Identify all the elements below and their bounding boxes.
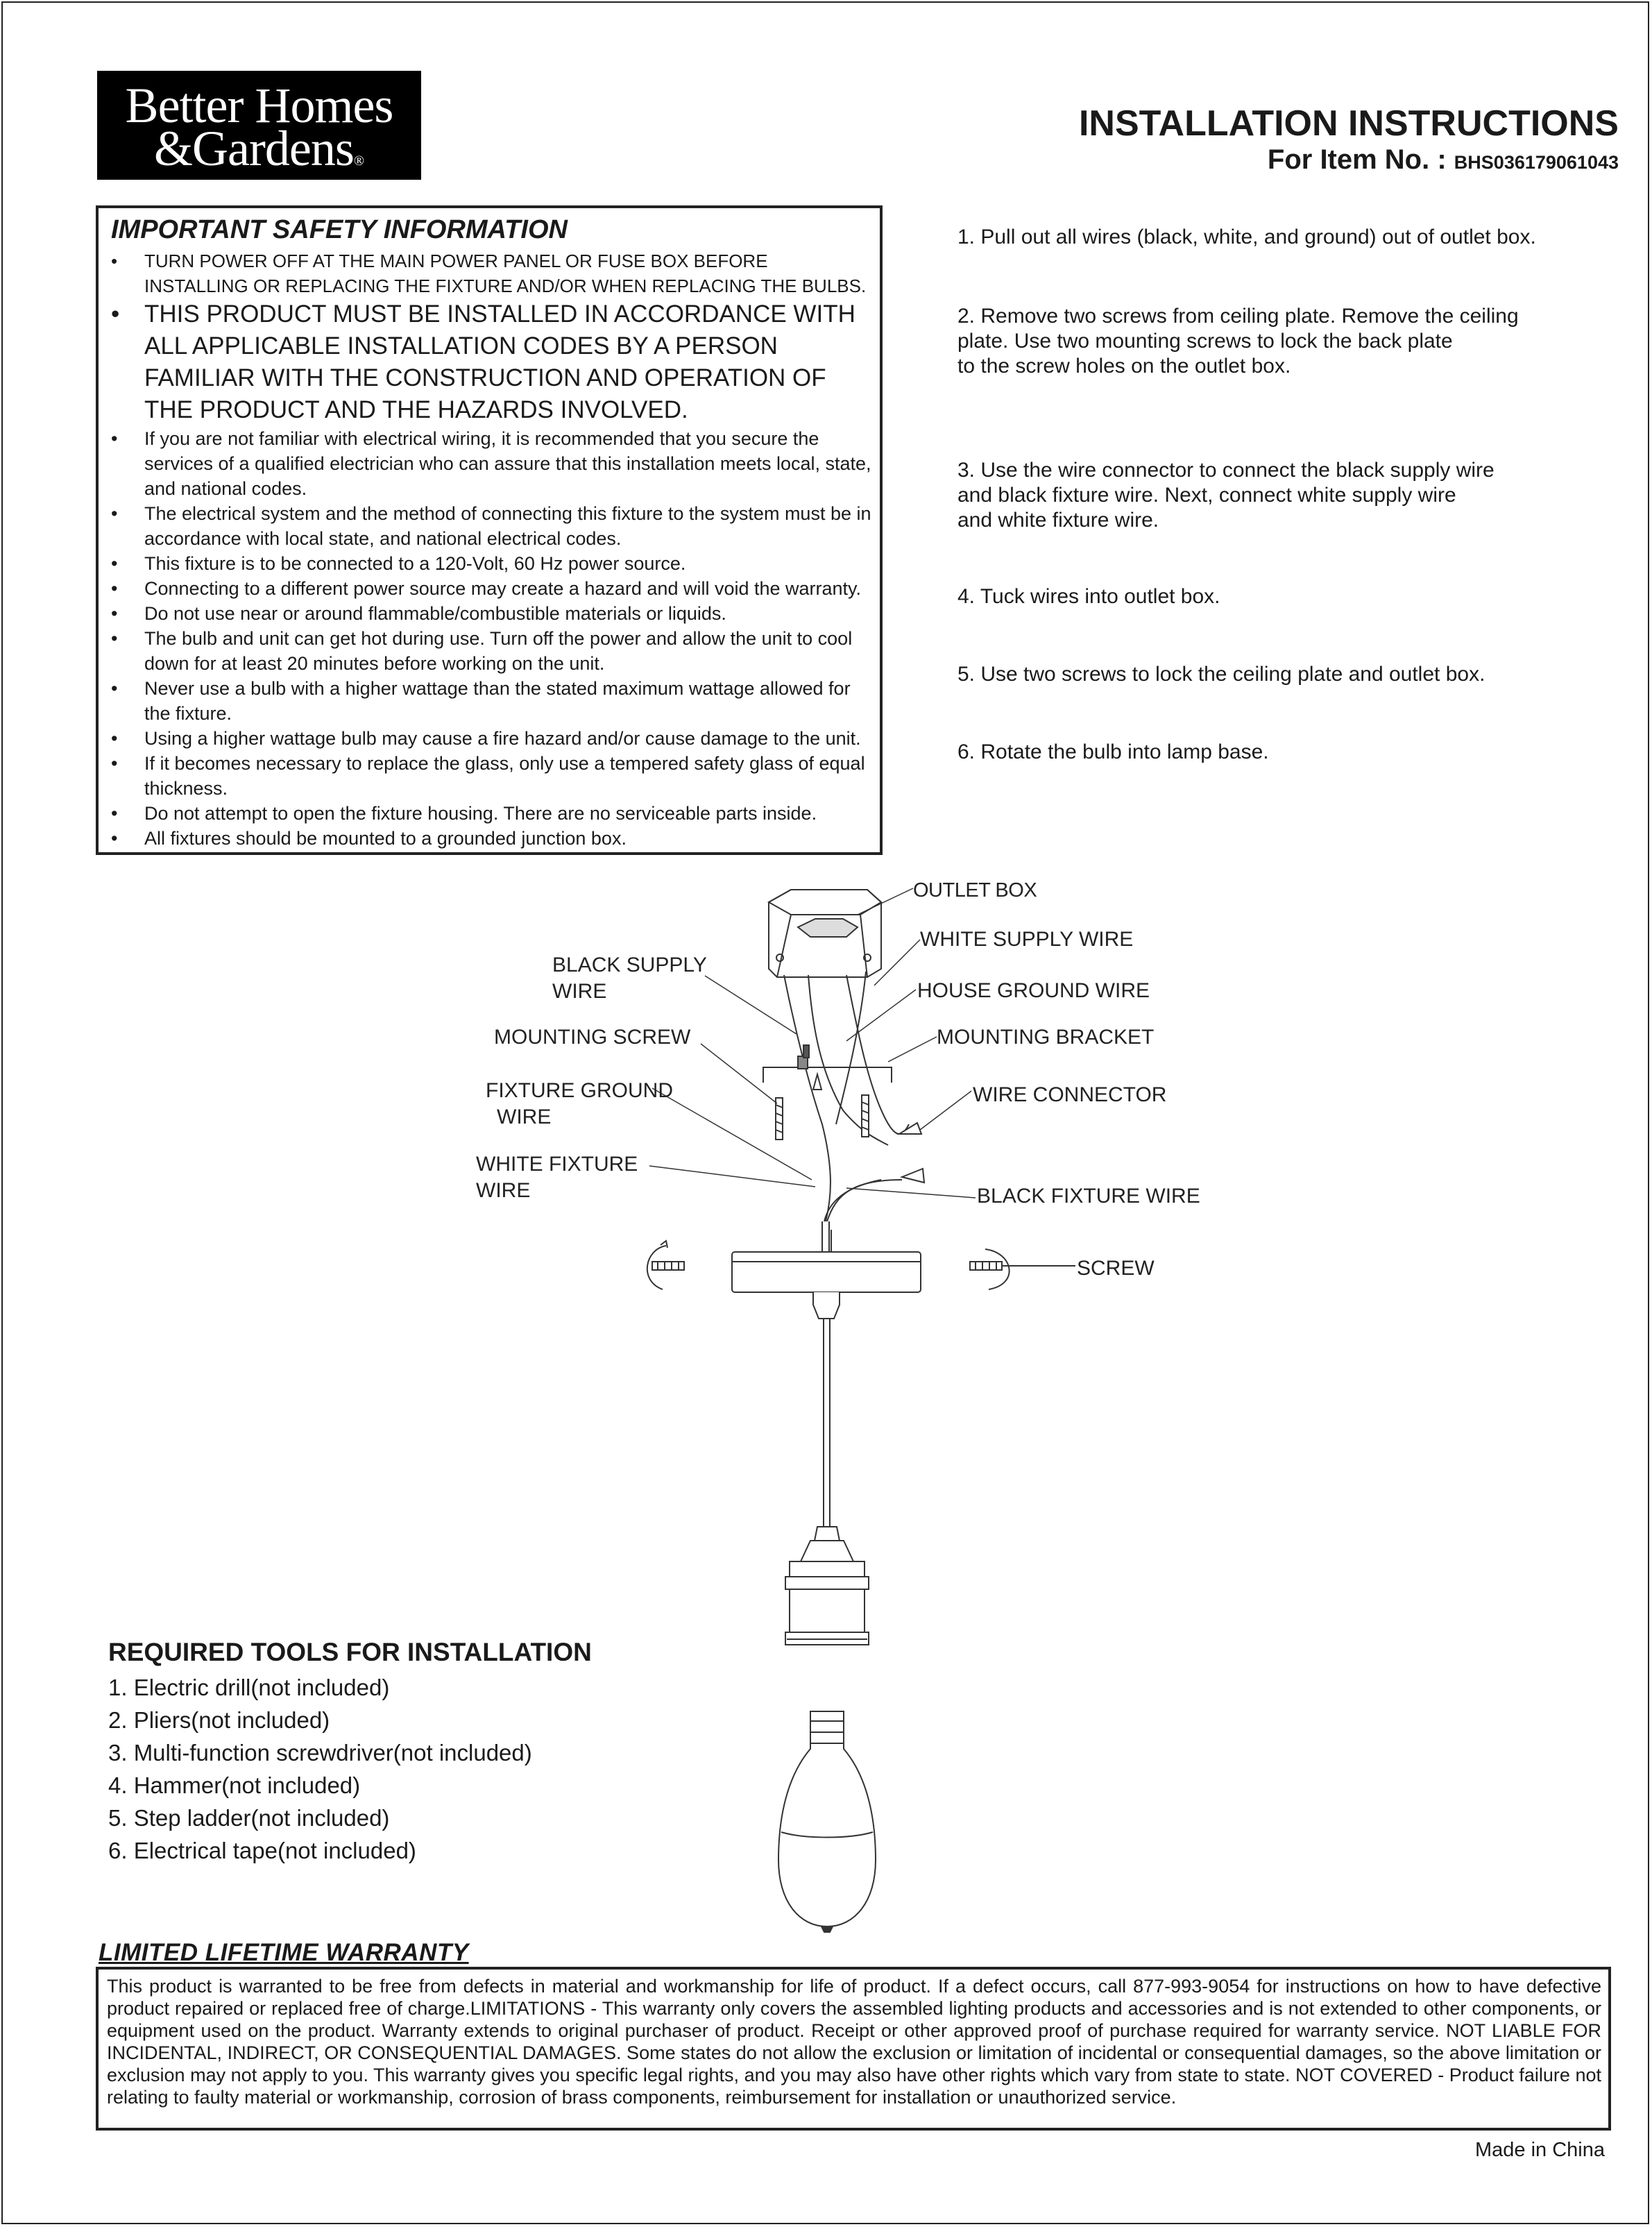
required-tools — [108, 1635, 733, 1867]
label-white-fixture-wire-1: WHITE FIXTURE — [476, 1153, 638, 1176]
bulb-drawing — [778, 1711, 876, 1932]
outlet-box-drawing — [769, 890, 881, 977]
brand-line-2-text: &Gardens — [153, 121, 354, 176]
step-6: 6. Rotate the bulb into lamp base. — [957, 740, 1269, 763]
item-number: BHS036179061043 — [1454, 152, 1619, 173]
made-in-label: Made in China — [1475, 2139, 1605, 2161]
item-number-prefix: For Item No. : — [1267, 144, 1447, 175]
tool-item: 3. Multi-function screwdriver(not included) — [108, 1740, 532, 1765]
step-2: 2. Remove two screws from ceiling plate. Remove the ceiling plate. Use two mounting screws to lock the back plate to the screw holes on the outlet box. — [957, 305, 1519, 378]
wires — [784, 972, 909, 1255]
brand-line-1: Better Homes — [125, 78, 393, 133]
label-wire-connector: WIRE CONNECTOR — [973, 1083, 1167, 1106]
safety-item: • Connecting to a different power source may create a hazard and will void the warranty. — [99, 576, 880, 601]
safety-item: • The bulb and unit can get hot during use. Turn off the power and allow the unit to cool down for at least 20 minutes before working on the unit. — [99, 626, 880, 676]
safety-item: • Do not use near or around flammable/combustible materials or liquids. — [99, 601, 880, 626]
label-mounting-bracket: MOUNTING BRACKET — [937, 1026, 1155, 1049]
tool-item: 2. Pliers(not included) — [108, 1707, 330, 1733]
label-white-supply-wire: WHITE SUPPLY WIRE — [920, 928, 1134, 951]
safety-item: • Do not attempt to open the fixture housing. There are no serviceable parts inside. — [99, 801, 880, 826]
safety-item: • The electrical system and the method of connecting this fixture to the system must be in accordance with local state, and national electrical codes. — [99, 501, 880, 551]
tool-item: 1. Electric drill(not included) — [108, 1675, 390, 1700]
safety-item: • Using a higher wattage bulb may cause a fire hazard and/or cause damage to the unit. — [99, 726, 880, 751]
cord-and-socket-drawing — [785, 1292, 869, 1645]
tool-item: 5. Step ladder(not included) — [108, 1805, 390, 1831]
label-black-supply-wire-2: WIRE — [552, 980, 607, 1003]
safety-item: • All fixtures should be mounted to a grounded junction box. — [99, 826, 880, 851]
registered-mark: ® — [353, 153, 365, 169]
label-fixture-ground-wire-1: FIXTURE GROUND — [486, 1079, 673, 1102]
safety-item: • This fixture is to be connected to a 120-Volt, 60 Hz power source. — [99, 551, 880, 576]
tools-list — [108, 1671, 733, 1867]
safety-item: • TURN POWER OFF AT THE MAIN POWER PANEL OR FUSE BOX BEFORE INSTALLING OR REPLACING THE FIXTURE AND/OR WHEN REPLACING THE BULBS. — [99, 248, 880, 298]
label-fixture-ground-wire-2: WIRE — [497, 1106, 552, 1128]
step-4: 4. Tuck wires into outlet box. — [957, 585, 1220, 608]
step-3: 3. Use the wire connector to connect the black supply wire and black fixture wire. Next, connect white supply wire and white fixture wire. — [957, 459, 1495, 532]
safety-item: • If you are not familiar with electrical wiring, it is recommended that you secure the services of a qualified electrician who can assure that this installation meets local, state, and national codes. — [99, 426, 880, 501]
label-screw: SCREW — [1077, 1257, 1155, 1280]
warranty-heading: LIMITED LIFETIME WARRANTY — [99, 1939, 469, 1966]
tool-item: 6. Electrical tape(not included) — [108, 1838, 416, 1863]
safety-heading: IMPORTANT SAFETY INFORMATION — [111, 215, 568, 244]
warranty-text: This product is warranted to be free from defects in material and workmanship for life of product. If a defect occurs, call 877-993-9054 for instructions on how to have defective product repaired or replaced free of charge.LIMITATIONS - This warranty only covers the assembled lighting products and accessories and is not extended to other components, or equipment used on the product. Warranty extends to original purchaser of product. Receipt or other approved proof of purchase required for warranty service. NOT LIABLE FOR INCIDENTAL, INDIRECT, OR CONSEQUENTIAL DAMAGES. Some states do not allow the exclusion or limitation of incidental or consequential damages, so the above limitation or exclusion may not apply to you. This warranty gives you specific legal rights, and you may also have other rights which vary from state to state. NOT COVERED - Product failure not relating to faulty material or workmanship, corrosion of brass components, reimbursement for installation or unauthorized service. — [96, 1967, 1611, 2131]
step-5: 5. Use two screws to lock the ceiling plate and outlet box. — [957, 663, 1485, 686]
ceiling-plate-drawing — [732, 1230, 921, 1292]
label-black-supply-wire-1: BLACK SUPPLY — [552, 954, 707, 976]
label-mounting-screw: MOUNTING SCREW — [494, 1026, 691, 1049]
label-black-fixture-wire: BLACK FIXTURE WIRE — [977, 1185, 1200, 1208]
page-title: INSTALLATION INSTRUCTIONS — [1078, 103, 1619, 144]
tool-item: 4. Hammer(not included) — [108, 1772, 361, 1798]
mounting-screws-drawing — [776, 1095, 869, 1140]
safety-item: • Never use a bulb with a higher wattage than the stated maximum wattage allowed for the fixture. — [99, 676, 880, 726]
step-1: 1. Pull out all wires (black, white, and ground) out of outlet box. — [957, 226, 1536, 248]
safety-item: • THIS PRODUCT MUST BE INSTALLED IN ACCORDANCE WITH ALL APPLICABLE INSTALLATION CODES BY A PERSON FAMILIAR WITH THE CONSTRUCTION AND OPERATION OF THE PRODUCT AND THE HAZARDS INVOLVED. — [99, 298, 880, 426]
tools-heading: REQUIRED TOOLS FOR INSTALLATION — [108, 1638, 592, 1666]
label-outlet-box: OUTLET BOX — [913, 879, 1037, 901]
label-house-ground-wire: HOUSE GROUND WIRE — [917, 979, 1150, 1002]
safety-item: • If it becomes necessary to replace the glass, only use a tempered safety glass of equal thickness. — [99, 751, 880, 801]
label-white-fixture-wire-2: WIRE — [476, 1179, 531, 1202]
